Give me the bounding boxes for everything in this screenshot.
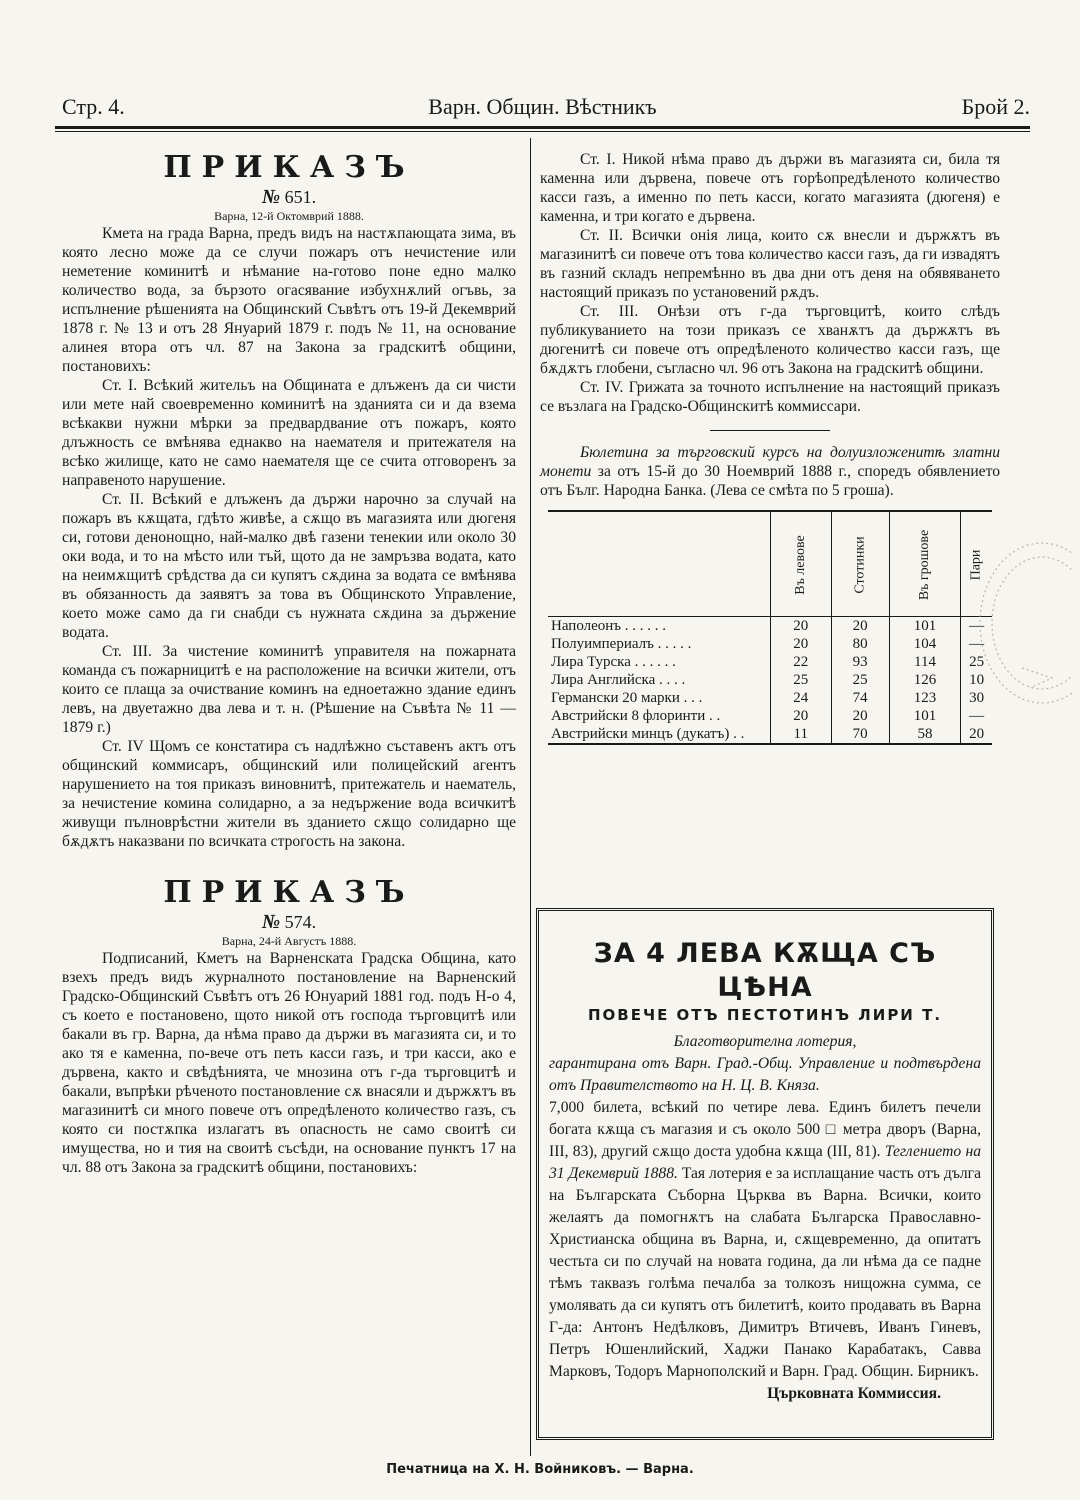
order-651-number-sign: №: [261, 186, 281, 208]
lottery-line-2: гарантирана отъ Варн. Град.-Общ. Управление и подтвърдена отъ Правителството на Н. Ц. В. Княза.: [549, 1055, 981, 1094]
order-651-article-2: Ст. II. Всѣкий е длъженъ да държи нарочно за случай на пожаръ въ кѫщата, гдѣто живѣе, а сѫщо въ магазията или дюгеня си, готови денонощно, най-малко двѣ газени тенекии или около 30 оки вода, и то на мѣсто или тъй, щото да не замръзва водата, като на неимѫщитѣ срѣдства да си купятъ сѫдина за водата се вмѣнява въ обязанность да заявятъ за това въ Общинското Управление, което може само да ги снабди съ нужната сѫдина за държение водата.: [62, 491, 516, 641]
order-574-article-3: Ст. III. Онѣзи отъ г-да търговцитѣ, които слѣдъ публикуванието на този приказъ се хванѫтъ да държѫтъ въ дюгенитѣ си повече отъ опредѣленото количество касси газъ, ще бѫдѫтъ глобени, съгласно чл. 96 отъ Закона на градскитѣ общини.: [540, 303, 1000, 377]
bulletin-text-plain: за отъ 15-й до 30 Ноемврий 1888 г., споредъ обявлението отъ Бълг. Народна Банка. (Лева се смѣта по 5 гроша).: [540, 463, 1000, 499]
order-574-article-2: Ст. II. Всички онія лица, които сѫ внесли и държѫтъ въ магазинитѣ си повече отъ това количество касси газъ, да ги извадятъ въ газний складъ непремѣнно въ два дни отъ деня на обявяването настоящий приказъ по установений рѫдъ.: [540, 227, 1000, 301]
table-row: Лира Английска . . . . 25 25 126 10: [548, 671, 992, 689]
left-column: [62, 150, 516, 1291]
table-row: Австрийски 8 флоринти . . 20 20 101 —: [548, 707, 992, 725]
order-651-intro: Кмета на града Варна, предъ видъ на настѫпающата зима, въ която лесно може да се случи пожаръ отъ нечистение или неметение коминитѣ и нѣмание на-готово поне едно малко количество вода, за бързото огасявание избухнѫлий огъвь, за испълнение рѣшенията на Общинский Съвѣтъ отъ 19-й Декемврий 1878 г. № 13 и отъ 28 Януарий 1879 г. подъ № 11, на основание алинея втора отъ чл. 87 на Закона за градскитѣ общини, постановихъ:: [62, 225, 516, 375]
lottery-draw-date: Теглението на 31 Декемврий 1888.: [549, 1143, 981, 1182]
order-651-number: [62, 186, 516, 208]
order-651-article-1: Ст. І. Всѣкий жительъ на Общината е длъженъ да си чисти или мете най своевременно коминитѣ на зданията си и да взема всѣкакви нужни мѣрки за предвардвание отъ пожаръ, която длъжность се вмѣнява еднакво на наемателя и притежателя на всѣко жилище, като не само наемателя ще се счита отговоренъ за направеното нарушение.: [62, 377, 516, 489]
printer-footer: Печатница на Х. Н. Войниковъ. — Варна.: [386, 1462, 694, 1477]
lottery-body-1: 7,000 билета, всѣкий по четире лева. Единъ билетъ печели богата кѫща съ магазия и съ около 500 □ метра дворъ (Варна, III, 83), другий сѫщо доста удобна кѫща (III, 81).: [549, 1099, 981, 1160]
lottery-body: [549, 1097, 981, 1383]
order-574-number: [62, 911, 516, 933]
lottery-signature: Църковната Коммиссия.: [767, 1385, 941, 1402]
lottery-advertisement: [536, 908, 994, 1440]
order-574-number-value: 574.: [284, 912, 317, 932]
lottery-body-2: Тая лотерия е за исплащание часть отъ дълга на Българската Съборна Църква въ Варна. Всички, които желаятъ да помогнѫтъ на слабата Българска Православно-Христианска община въ Варна, и, сѫщевременно, да опитатъ честьта си по случай на новата година, да ли нѣма да се падне тѣмъ таквазъ голѣма печалба за толкозъ нищожна сумма, се умолявать да си купятъ отъ билетитѣ, които продавать въ Варна Г-да: Антонъ Недѣлковъ, Димитръ Втичевъ, Иванъ Гиневъ, Петръ Юшенлийский, Хаджи Панако Карабатакъ, Савва Марковъ, Тодоръ Марнополский и Варн. Град. Общин. Бирникъ.: [549, 1165, 981, 1380]
bulletin-text-italic: Бюлетина за търговский курсъ на долуизложенитѣ златни монети: [540, 444, 1000, 480]
order-574-article-1: Ст. І. Никой нѣма право дъ държи въ магазията си, била тя каменна или дървена, повече отъ горѣопредѣленото количество касси газъ, а именно по петь касси, когато магазията (дюгеня) е каменна, и три когато е дървена.: [540, 151, 1000, 225]
lottery-subtitle: ПОВЕЧЕ ОТЪ ПЕСТОТИНЪ ЛИРИ Т.: [587, 1006, 943, 1024]
header-rule-thick: [55, 126, 1030, 129]
order-574-date: Варна, 24-й Августъ 1888.: [221, 934, 357, 948]
page-number: Стр. 4.: [62, 94, 125, 119]
newspaper-title: Варн. Общин. Вѣстникъ: [428, 94, 657, 119]
order-651-title: ПРИКАЗЪ: [163, 150, 415, 185]
table-row: Лира Турска . . . . . . 22 93 114 25: [548, 653, 992, 671]
order-651-number-value: 651.: [284, 187, 317, 207]
page-header: [55, 92, 1030, 122]
rates-header-pari: Пари: [961, 511, 992, 617]
order-574-number-sign: №: [261, 911, 281, 933]
order-574-title: ПРИКАЗЪ: [163, 875, 415, 910]
table-row: Полуимпериалъ . . . . . 20 80 104 —: [548, 635, 992, 653]
lottery-title: ЗА 4 ЛЕВА КѪЩА СЪ ЦѢНА: [593, 938, 937, 1003]
library-seal-stamp: [952, 528, 1072, 708]
rates-header-leva: Въ левове: [770, 511, 831, 617]
rates-header-stotinki: Стотинки: [831, 511, 889, 617]
right-column: [540, 150, 1000, 745]
bulletin-text: [540, 443, 1000, 500]
order-651-article-4: Ст. IV Щомъ се констатира съ надлѣжно съставенъ актъ отъ общинский коммисаръ, общинский или полицейский агентъ нарушението на тоя приказъ виновнитѣ, притежатель и наематель, за нечистение комина солидарно, а за недържение вода всичкитѣ живущи пълноврѣстни жители въ зданието сѫщо солидарно ще бѫдѫтъ наказвани по всичката строгость на закона.: [62, 738, 516, 850]
table-row: Австрийски минцъ (дукатъ) . . 11 70 58 20: [548, 725, 992, 744]
issue-number: Брой 2.: [961, 94, 1030, 119]
exchange-rate-table: [548, 510, 992, 745]
lottery-line-1: Благотворителна лотерия,: [673, 1033, 857, 1050]
table-row: Германски 20 марки . . . 24 74 123 30: [548, 689, 992, 707]
rates-header-blank: [548, 511, 770, 617]
order-574-article-4: Ст. IV. Грижата за точното испълнение на настоящий приказъ се възлага на Градско-Общинскитѣ коммиссари.: [540, 379, 1000, 415]
table-row: Наполеонъ . . . . . . 20 20 101 —: [548, 617, 992, 636]
order-651-article-3: Ст. III. За чистение коминитѣ управителя на пожарната команда съ пожарницитѣ е на расположение на всички жители, отъ които се плаща за очиствание коминъ на едноетажно здание единъ левъ, на двуетажно два лева и т. н. (Рѣшение на Съвѣта № 11 —1879 г.): [62, 643, 516, 736]
column-divider: [530, 138, 531, 1456]
order-651-date: Варна, 12-й Октомврий 1888.: [214, 209, 364, 223]
order-574-intro: Подписаний, Кметъ на Варненската Градска Община, като взехъ предъ видъ журналното постановление на Варненский Градско-Общинский Съвѣтъ отъ 26 Юнуарий 1881 год. подъ Н-о 4, съ което е постановено, щото никой отъ господа търговцитѣ или бакали въ гр. Варна, да нѣма право да държи въ магазията си, и то ако тя е каменна, по-вече отъ петь касси газъ, и три касси, ако е дървена, както и свѣдѣнията, че мнозина отъ г-да търговцитѣ и бакали, въпрѣки рѣченото постановление сѫ внасяли и държѫтъ въ магазинитѣ си много повече отъ опредѣленото количество газъ, съ която си постѫпка излагатъ въ опасность не само своитѣ си имущества, но и тия на своитѣ съсѣди, на основание пунктъ 17 на чл. 88 отъ Закона за градскитѣ общини, постановихъ:: [62, 950, 516, 1176]
section-rule: [710, 430, 830, 431]
rates-header-groshove: Въ грошове: [889, 511, 960, 617]
header-rule-thin: [55, 131, 1030, 132]
